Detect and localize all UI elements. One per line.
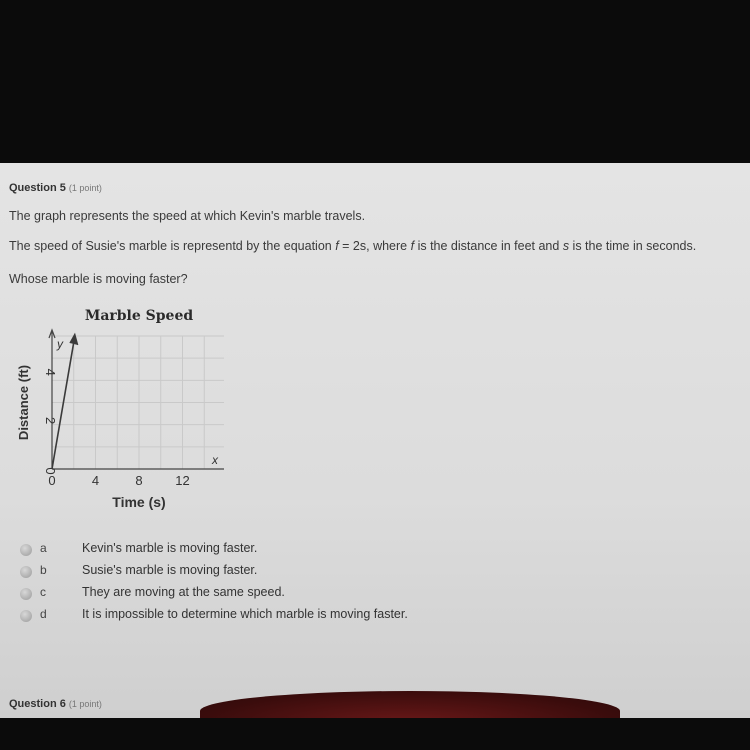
- question-6-header: [9, 698, 102, 710]
- marble-speed-chart: [14, 306, 224, 511]
- question-points: (1 point): [68, 183, 102, 193]
- question-prompt: Whose marble is moving faster?: [9, 272, 188, 286]
- option-text: Kevin's marble is moving faster.: [82, 541, 258, 555]
- question-text-line-1: The graph represents the speed at which Kevin's marble travels.: [9, 209, 366, 223]
- option-text: They are moving at the same speed.: [82, 585, 285, 599]
- chart-svg: [14, 306, 224, 511]
- x-tick-label: 4: [91, 473, 100, 488]
- line2-part-d: is the time in seconds.: [569, 239, 697, 253]
- option-text: It is impossible to determine which marble is moving faster.: [82, 607, 408, 621]
- sleeve-occlusion: [200, 691, 620, 718]
- radio-a[interactable]: [20, 544, 32, 556]
- x-tick-label: 8: [135, 473, 143, 488]
- y-tick-label: 4: [43, 368, 58, 376]
- chart-title: Marble Speed: [84, 308, 194, 324]
- var-s: s: [562, 239, 570, 253]
- y-axis-label: Distance (ft): [16, 364, 31, 441]
- option-letter: d: [40, 607, 47, 621]
- question-label: Question 6: [9, 698, 66, 710]
- quiz-screen: [0, 163, 750, 718]
- x-tick-label: 0: [48, 473, 56, 488]
- var-f: f: [335, 239, 339, 253]
- y-tick-label: 2: [43, 417, 58, 425]
- line2-part-b: = 2s, where: [338, 239, 411, 253]
- y-axis-letter: y: [57, 337, 63, 351]
- question-5-header: [9, 182, 102, 194]
- x-axis-letter: x: [212, 453, 218, 467]
- radio-c[interactable]: [20, 588, 32, 600]
- var-f-2: f: [410, 239, 415, 253]
- question-label: Question 5: [9, 182, 66, 194]
- question-text-line-2: [9, 239, 696, 253]
- y-tick-label: 0: [43, 467, 58, 475]
- x-tick-label: 12: [175, 473, 190, 488]
- radio-b[interactable]: [20, 566, 32, 578]
- option-letter: b: [40, 563, 47, 577]
- x-axis-label: Time (s): [112, 494, 166, 510]
- option-letter: c: [40, 585, 46, 599]
- question-points: (1 point): [68, 699, 102, 709]
- option-letter: a: [40, 541, 47, 555]
- line2-part-c: is the distance in feet and: [414, 239, 563, 253]
- radio-d[interactable]: [20, 610, 32, 622]
- line2-part-a: The speed of Susie's marble is representd by the equation: [9, 239, 336, 253]
- option-text: Susie's marble is moving faster.: [82, 563, 258, 577]
